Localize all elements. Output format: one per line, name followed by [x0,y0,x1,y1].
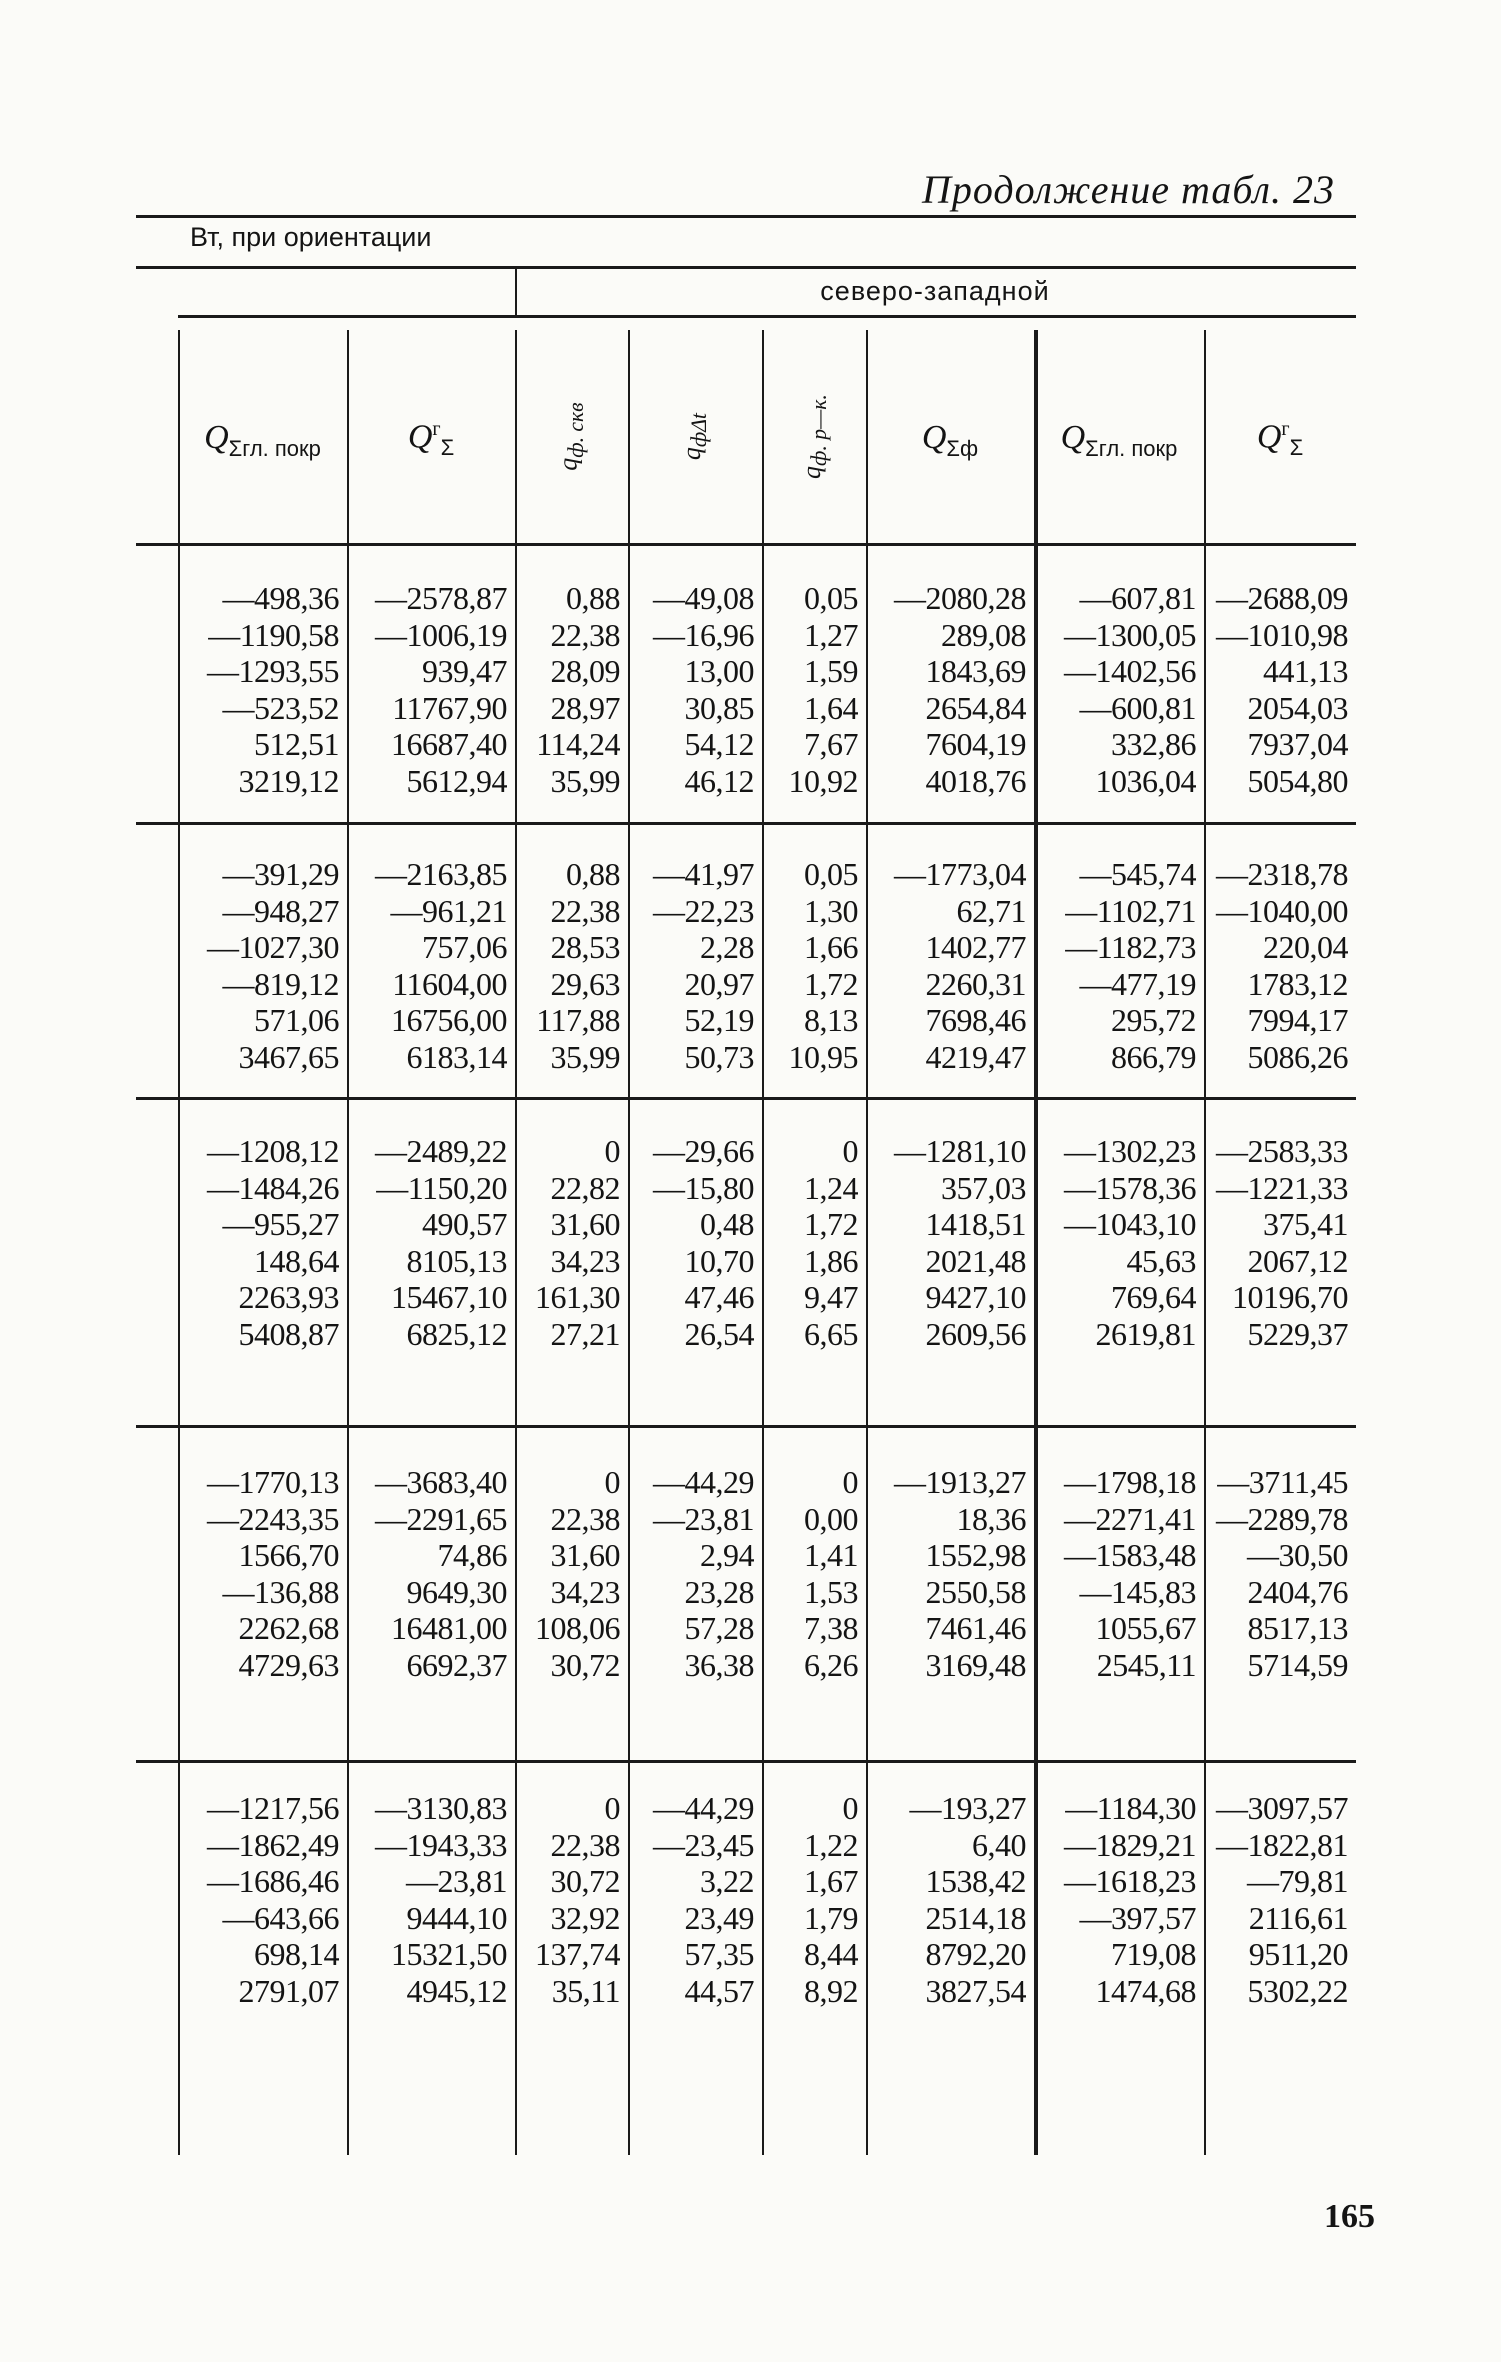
cell-q-f-rk: 0,05 [804,856,858,892]
cell-q-sum-f: 1552,98 [925,1537,1026,1573]
column-symbol: q [796,466,826,480]
cell-q-sum-gl-pokr: —1862,49 [207,1826,339,1863]
column-header-label [796,395,831,480]
cell-q-f-rk: 8,44 [804,1936,858,1972]
column-symbol: Q [1060,418,1086,456]
cell-q-sum-g-2: 1783,12 [1247,965,1348,1002]
cell-q-sum-g: —1943,33 [375,1826,507,1863]
cell-q-f-rk: 1,22 [804,1826,858,1863]
cell-q-f-skv: 114,24 [536,726,620,762]
cell-q-sum-gl-pokr: 571,06 [254,1002,339,1038]
orientation-header: северо-западной [820,276,1050,306]
block-rule [136,822,1356,825]
cell-q-sum-g-2: —3097,57 [1216,1790,1348,1826]
cell-q-sum-gl-pokr-2: —1829,21 [1064,1826,1196,1863]
cell-q-f-dt: 20,97 [684,965,754,1002]
cell-q-sum-f: —1913,27 [894,1464,1026,1500]
cell-q-f-dt: 13,00 [684,653,754,689]
column-subscript: Σ [440,435,455,461]
cell-q-f-dt: 2,28 [700,929,754,965]
cell-q-sum-g-2: —1822,81 [1216,1826,1348,1863]
cell-q-sum-f: 2514,18 [925,1899,1026,1936]
cell-q-f-dt: 46,12 [684,762,754,799]
cell-q-f-skv: 0 [604,1133,620,1169]
cell-q-sum-g-2: 375,41 [1263,1206,1348,1242]
cell-q-f-rk: 1,64 [804,689,858,726]
cell-q-f-rk: 10,95 [788,1038,858,1075]
cell-q-sum-f: 1538,42 [925,1863,1026,1899]
cell-q-sum-g: 6692,37 [406,1646,507,1683]
top-rule [136,215,1356,218]
cell-q-f-rk: 0 [842,1790,858,1826]
column-header-q-f-skv [515,332,628,542]
cell-q-f-skv: 31,60 [550,1537,620,1573]
cell-q-sum-gl-pokr: 2262,68 [238,1610,339,1646]
cell-q-sum-g-2: —1040,00 [1216,892,1348,929]
column-symbol: Q [1256,418,1282,456]
cell-q-sum-f: 8792,20 [925,1936,1026,1972]
page-number: 165 [1324,2198,1375,2235]
column-superscript: г [1281,418,1290,441]
column-symbol: Q [204,418,229,456]
cell-q-f-rk: 1,66 [804,929,858,965]
cell-q-f-skv: 29,63 [550,965,620,1002]
cell-q-f-skv: 0 [604,1790,620,1826]
cell-q-sum-g-2: 10196,70 [1232,1279,1348,1315]
cell-q-sum-gl-pokr-2: —477,19 [1079,965,1196,1002]
cell-q-f-rk: 1,53 [804,1573,858,1610]
cell-q-f-dt: 50,73 [684,1038,754,1075]
cell-q-f-skv: 30,72 [550,1646,620,1683]
column-symbol: Q [407,418,433,456]
cell-q-sum-gl-pokr: —2243,35 [207,1500,339,1537]
cell-q-sum-g-2: 7937,04 [1247,726,1348,762]
cell-q-sum-gl-pokr-2: —145,83 [1079,1573,1196,1610]
cell-q-sum-g: 16481,00 [391,1610,507,1646]
cell-q-sum-gl-pokr: 148,64 [254,1242,339,1279]
cell-q-f-rk: 0 [842,1133,858,1169]
cell-q-f-dt: —22,23 [653,892,754,929]
cell-q-f-skv: 32,92 [550,1899,620,1936]
cell-q-sum-g-2: 220,04 [1263,929,1348,965]
cell-q-sum-g: —1006,19 [375,616,507,653]
block-rule [136,1760,1356,1763]
column-symbol: Q [921,418,947,456]
cell-q-sum-gl-pokr-2: —397,57 [1079,1899,1196,1936]
column-header-q-sum-g [347,395,515,485]
column-superscript: г [432,418,441,441]
cell-q-sum-g-2: 2067,12 [1247,1242,1348,1279]
cell-q-f-skv: 22,38 [550,892,620,929]
cell-q-f-dt: —44,29 [653,1790,754,1826]
column-header-label [1257,418,1303,461]
cell-q-f-rk: 0,05 [804,580,858,616]
column-header-label [554,403,589,471]
cell-q-f-dt: 36,38 [684,1646,754,1683]
cell-q-sum-g: 490,57 [422,1206,507,1242]
column-symbol: q [553,458,583,472]
cell-q-sum-gl-pokr: 698,14 [254,1936,339,1972]
column-header-label [204,419,321,462]
cell-q-sum-gl-pokr-2: —1184,30 [1065,1790,1196,1826]
cell-q-sum-gl-pokr: —1686,46 [207,1863,339,1899]
cell-q-sum-f: 3827,54 [925,1972,1026,2009]
cell-q-sum-f: 2260,31 [925,965,1026,1002]
cell-q-f-dt: 57,35 [684,1936,754,1972]
cell-q-sum-f: —2080,28 [894,580,1026,616]
cell-q-sum-g-2: —1221,33 [1216,1169,1348,1206]
cell-q-sum-g-2: 5229,37 [1247,1315,1348,1352]
cell-q-f-dt: —23,45 [653,1826,754,1863]
cell-q-sum-g-2: —1010,98 [1216,616,1348,653]
cell-q-f-skv: 28,53 [550,929,620,965]
cell-q-f-skv: 34,23 [550,1242,620,1279]
cell-q-f-rk: 6,65 [804,1315,858,1352]
cell-q-sum-gl-pokr-2: —2271,41 [1064,1500,1196,1537]
cell-q-sum-gl-pokr-2: 45,63 [1126,1242,1196,1279]
cell-q-sum-g: —2163,85 [375,856,507,892]
column-subscript: Σ [1289,435,1304,461]
cell-q-sum-g: 16756,00 [391,1002,507,1038]
cell-q-sum-f: 62,71 [956,892,1026,929]
cell-q-sum-gl-pokr-2: 1055,67 [1095,1610,1196,1646]
cell-q-sum-gl-pokr: —643,66 [222,1899,339,1936]
cell-q-sum-gl-pokr: —819,12 [222,965,339,1002]
cell-q-sum-gl-pokr: 5408,87 [238,1315,339,1352]
cell-q-f-skv: 22,38 [550,1500,620,1537]
cell-q-f-rk: 7,38 [804,1610,858,1646]
cell-q-sum-g: 6825,12 [406,1315,507,1352]
cell-q-sum-g-2: —2318,78 [1216,856,1348,892]
cell-q-sum-gl-pokr-2: 1036,04 [1095,762,1196,799]
cell-q-sum-g: 74,86 [437,1537,507,1573]
cell-q-f-rk: 1,30 [804,892,858,929]
cell-q-sum-g-2: 7994,17 [1247,1002,1348,1038]
cell-q-sum-gl-pokr-2: 719,08 [1111,1936,1196,1972]
block-rule [136,1425,1356,1428]
cell-q-sum-gl-pokr: —1208,12 [207,1133,339,1169]
cell-q-sum-gl-pokr-2: —1578,36 [1064,1169,1196,1206]
cell-q-f-rk: 8,92 [804,1972,858,2009]
cell-q-f-skv: 35,99 [550,1038,620,1075]
cell-q-sum-f: 4219,47 [925,1038,1026,1075]
cell-q-sum-g: —2578,87 [375,580,507,616]
cell-q-sum-f: 357,03 [941,1169,1026,1206]
cell-q-sum-g-2: 2054,03 [1247,689,1348,726]
cell-q-sum-gl-pokr-2: 2619,81 [1095,1315,1196,1352]
cell-q-sum-f: 4018,76 [925,762,1026,799]
cell-q-sum-g: —3130,83 [375,1790,507,1826]
cell-q-sum-g: 8105,13 [406,1242,507,1279]
cell-q-sum-gl-pokr: —136,88 [222,1573,339,1610]
cell-q-sum-g: —1150,20 [376,1169,507,1206]
cell-q-sum-g-2: 5302,22 [1247,1972,1348,2009]
cell-q-sum-g-2: —2688,09 [1216,580,1348,616]
cell-q-sum-gl-pokr-2: —1182,73 [1065,929,1196,965]
cell-q-f-dt: 2,94 [700,1537,754,1573]
cell-q-sum-gl-pokr-2: 332,86 [1111,726,1196,762]
cell-q-f-dt: 44,57 [684,1972,754,2009]
cell-q-sum-gl-pokr-2: —600,81 [1079,689,1196,726]
cell-q-sum-gl-pokr: 2791,07 [238,1972,339,2009]
cell-q-f-dt: —44,29 [653,1464,754,1500]
cell-q-sum-g-2: —3711,45 [1217,1464,1348,1500]
column-header-q-f-dt [628,332,762,542]
cell-q-sum-f: —1773,04 [894,856,1026,892]
cell-q-sum-f: 9427,10 [925,1279,1026,1315]
cell-q-f-skv: 137,74 [535,1936,620,1972]
cell-q-sum-f: 2609,56 [925,1315,1026,1352]
cell-q-sum-g: 757,06 [422,929,507,965]
cell-q-sum-gl-pokr-2: —1102,71 [1065,892,1196,929]
cell-q-f-dt: 3,22 [700,1863,754,1899]
cell-q-f-rk: 1,86 [804,1242,858,1279]
column-subscript: Σф [946,435,979,461]
cell-q-sum-f: 1402,77 [925,929,1026,965]
cell-q-sum-f: 289,08 [941,616,1026,653]
cell-q-sum-gl-pokr-2: —607,81 [1079,580,1196,616]
cell-q-f-rk: 10,92 [788,762,858,799]
cell-q-sum-gl-pokr: 1566,70 [238,1537,339,1573]
cell-q-sum-gl-pokr: —1484,26 [207,1169,339,1206]
cell-q-f-skv: 35,11 [551,1972,620,2009]
cell-q-f-rk: 1,72 [804,965,858,1002]
cell-q-sum-g: 15321,50 [391,1936,507,1972]
cell-q-sum-f: —193,27 [909,1790,1026,1826]
cell-q-f-rk: 1,41 [804,1537,858,1573]
cell-q-sum-gl-pokr-2: —1618,23 [1064,1863,1196,1899]
column-header-label [922,419,978,462]
cell-q-f-skv: 35,99 [550,762,620,799]
column-header-q-sum-g-2 [1204,395,1356,485]
cell-q-f-dt: 57,28 [684,1610,754,1646]
cell-q-sum-g-2: 2116,61 [1248,1899,1348,1936]
cell-q-sum-gl-pokr: —1027,30 [207,929,339,965]
cell-q-sum-g-2: 5086,26 [1247,1038,1348,1075]
cell-q-sum-gl-pokr: 3467,65 [238,1038,339,1075]
cell-q-sum-f: 2654,84 [925,689,1026,726]
cell-q-sum-gl-pokr: —1770,13 [207,1464,339,1500]
cell-q-sum-f: 2021,48 [925,1242,1026,1279]
cell-q-sum-gl-pokr: —1190,58 [208,616,339,653]
cell-q-sum-g: 5612,94 [406,762,507,799]
cell-q-f-dt: —16,96 [653,616,754,653]
cell-q-sum-g-2: 8517,13 [1247,1610,1348,1646]
column-header-label [677,413,712,460]
cell-q-sum-f: 6,40 [972,1826,1026,1863]
cell-q-sum-gl-pokr-2: —1300,05 [1064,616,1196,653]
cell-q-sum-g: —3683,40 [375,1464,507,1500]
cell-q-f-dt: 52,19 [684,1002,754,1038]
cell-q-f-rk: 1,59 [804,653,858,689]
cell-q-f-skv: 30,72 [550,1863,620,1899]
cell-q-sum-f: 2550,58 [925,1573,1026,1610]
cell-q-sum-g: 939,47 [422,653,507,689]
column-header-q-sum-gl-pokr [178,395,347,485]
cell-q-f-rk: 6,26 [804,1646,858,1683]
cell-q-f-rk: 9,47 [804,1279,858,1315]
cell-q-sum-gl-pokr-2: 295,72 [1111,1002,1196,1038]
cell-q-sum-f: 7698,46 [925,1002,1026,1038]
cell-q-sum-gl-pokr-2: —1302,23 [1064,1133,1196,1169]
cell-q-f-rk: 1,24 [804,1169,858,1206]
cell-q-sum-g-2: —2583,33 [1216,1133,1348,1169]
block-rule [136,543,1356,546]
cell-q-f-dt: —15,80 [653,1169,754,1206]
cell-q-sum-g: —2291,65 [375,1500,507,1537]
cell-q-f-rk: 1,79 [804,1899,858,1936]
orientation-divider [515,266,517,316]
cell-q-sum-gl-pokr-2: 2545,11 [1096,1646,1196,1683]
column-subscript: фΔt [687,413,712,448]
cell-q-sum-g-2: 2404,76 [1247,1573,1348,1610]
cell-q-sum-gl-pokr: 512,51 [254,726,339,762]
cell-q-sum-g: 9649,30 [406,1573,507,1610]
cell-q-sum-f: 1843,69 [925,653,1026,689]
units-header: Вт, при ориентации [190,222,432,252]
column-subscript: Σгл. покр [1085,435,1178,461]
column-header-label [1061,419,1178,462]
cell-q-sum-g-2: 5054,80 [1247,762,1348,799]
column-header-q-f-rk [762,332,866,542]
cell-q-sum-gl-pokr: —955,27 [222,1206,339,1242]
cell-q-f-skv: 22,38 [550,616,620,653]
cell-q-sum-gl-pokr: —498,36 [222,580,339,616]
cell-q-sum-gl-pokr: —1293,55 [207,653,339,689]
cell-q-f-rk: 8,13 [804,1002,858,1038]
cell-q-f-skv: 34,23 [550,1573,620,1610]
cell-q-f-dt: —29,66 [653,1133,754,1169]
orientation-rule [178,315,1356,318]
header-rule [136,266,1356,269]
cell-q-sum-f: 7604,19 [925,726,1026,762]
cell-q-sum-g: —23,81 [406,1863,507,1899]
cell-q-sum-gl-pokr-2: —1583,48 [1064,1537,1196,1573]
cell-q-sum-f: 18,36 [956,1500,1026,1537]
cell-q-f-rk: 0,00 [804,1500,858,1537]
cell-q-sum-g: 15467,10 [391,1279,507,1315]
cell-q-sum-f: 1418,51 [925,1206,1026,1242]
column-subscript: Σгл. покр [228,435,321,461]
cell-q-sum-gl-pokr: 4729,63 [238,1646,339,1683]
cell-q-sum-g: 6183,14 [406,1038,507,1075]
cell-q-f-dt: 30,85 [684,689,754,726]
cell-q-f-rk: 1,67 [804,1863,858,1899]
cell-q-sum-g: 16687,40 [391,726,507,762]
cell-q-sum-g-2: 9511,20 [1248,1936,1348,1972]
cell-q-sum-gl-pokr-2: 1474,68 [1095,1972,1196,2009]
column-header-q-sum-f [866,395,1034,485]
cell-q-sum-f: 3169,48 [925,1646,1026,1683]
cell-q-sum-gl-pokr-2: —545,74 [1079,856,1196,892]
cell-q-f-skv: 161,30 [535,1279,620,1315]
cell-q-sum-g: 11604,00 [392,965,507,1002]
cell-q-f-dt: 54,12 [684,726,754,762]
cell-q-sum-gl-pokr: —948,27 [222,892,339,929]
cell-q-f-rk: 0 [842,1464,858,1500]
cell-q-f-skv: 27,21 [550,1315,620,1352]
block-rule [136,1097,1356,1100]
cell-q-sum-g: 4945,12 [406,1972,507,2009]
cell-q-f-dt: 23,28 [684,1573,754,1610]
cell-q-f-dt: 47,46 [684,1279,754,1315]
cell-q-f-skv: 22,38 [550,1826,620,1863]
column-subscript: ф. скв [564,402,589,459]
cell-q-sum-gl-pokr: —1217,56 [207,1790,339,1826]
column-symbol: q [677,447,707,461]
cell-q-sum-gl-pokr: 3219,12 [238,762,339,799]
cell-q-f-skv: 0,88 [566,580,620,616]
cell-q-sum-g: 11767,90 [392,689,507,726]
cell-q-sum-g-2: —2289,78 [1216,1500,1348,1537]
cell-q-sum-gl-pokr-2: —1798,18 [1064,1464,1196,1500]
cell-q-sum-g: —961,21 [390,892,507,929]
cell-q-f-skv: 0,88 [566,856,620,892]
column-header-q-sum-gl-pokr-2 [1034,395,1204,485]
cell-q-sum-gl-pokr-2: 866,79 [1111,1038,1196,1075]
cell-q-f-dt: 26,54 [684,1315,754,1352]
cell-q-f-rk: 1,72 [804,1206,858,1242]
cell-q-sum-gl-pokr-2: —1043,10 [1064,1206,1196,1242]
cell-q-f-skv: 28,97 [550,689,620,726]
column-header-label [408,418,454,461]
cell-q-sum-g-2: 441,13 [1263,653,1348,689]
cell-q-sum-g-2: —79,81 [1247,1863,1348,1899]
cell-q-sum-gl-pokr: —523,52 [222,689,339,726]
cell-q-sum-gl-pokr: 2263,93 [238,1279,339,1315]
cell-q-f-rk: 7,67 [804,726,858,762]
cell-q-sum-gl-pokr-2: —1402,56 [1064,653,1196,689]
cell-q-f-skv: 117,88 [536,1002,620,1038]
cell-q-f-dt: 10,70 [684,1242,754,1279]
cell-q-sum-g: —2489,22 [375,1133,507,1169]
cell-q-f-skv: 0 [604,1464,620,1500]
cell-q-f-skv: 28,09 [550,653,620,689]
cell-q-f-dt: 23,49 [684,1899,754,1936]
cell-q-sum-gl-pokr: —391,29 [222,856,339,892]
cell-q-f-rk: 1,27 [804,616,858,653]
cell-q-sum-f: —1281,10 [894,1133,1026,1169]
cell-q-sum-f: 7461,46 [925,1610,1026,1646]
cell-q-sum-gl-pokr-2: 769,64 [1111,1279,1196,1315]
cell-q-f-skv: 22,82 [550,1169,620,1206]
cell-q-f-dt: —23,81 [653,1500,754,1537]
cell-q-f-skv: 31,60 [550,1206,620,1242]
cell-q-f-dt: —41,97 [653,856,754,892]
cell-q-sum-g-2: 5714,59 [1247,1646,1348,1683]
table-caption: Продолжение табл. 23 [921,167,1335,212]
column-subscript: ф. р—к. [806,394,831,467]
cell-q-f-dt: —49,08 [653,580,754,616]
cell-q-sum-g-2: —30,50 [1247,1537,1348,1573]
cell-q-sum-g: 9444,10 [406,1899,507,1936]
cell-q-f-dt: 0,48 [700,1206,754,1242]
cell-q-f-skv: 108,06 [535,1610,620,1646]
